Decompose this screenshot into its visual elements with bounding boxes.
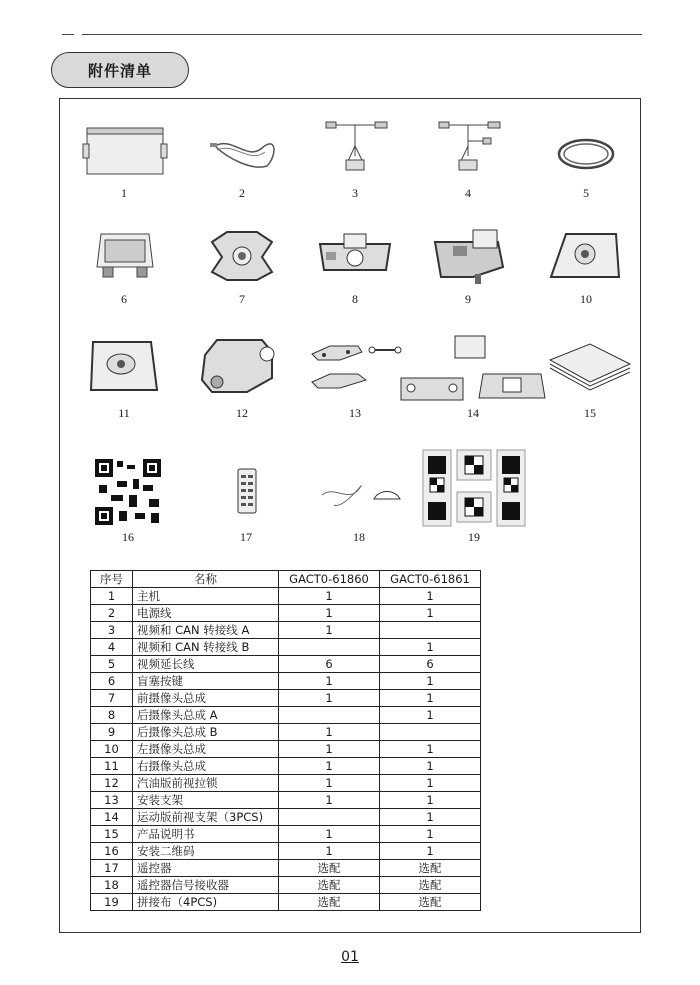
cell-index: 16: [91, 843, 133, 860]
cell-model-a: 1: [279, 741, 380, 758]
part-number: 4: [465, 186, 471, 200]
part-number: 15: [584, 406, 596, 420]
accessories-table: [90, 570, 481, 911]
cell-model-a: 1: [279, 792, 380, 809]
part-number: 3: [352, 186, 358, 200]
part-item-12: [187, 330, 297, 448]
cell-model-a: 选配: [279, 860, 380, 877]
part-item-5: [531, 116, 641, 234]
cell-index: 6: [91, 673, 133, 690]
cell-model-b: 1: [380, 826, 481, 843]
cell-index: 17: [91, 860, 133, 877]
part-item-11: [69, 330, 179, 448]
table-body: [91, 588, 481, 911]
part-number: 8: [352, 292, 358, 306]
table-row: [91, 860, 481, 877]
cell-model-b: 1: [380, 690, 481, 707]
cell-name: 电源线: [133, 605, 279, 622]
cell-model-a: 1: [279, 775, 380, 792]
cell-index: 9: [91, 724, 133, 741]
cell-model-b: 选配: [380, 894, 481, 911]
part-item-8: [300, 222, 410, 340]
part-number: 16: [122, 530, 134, 544]
cell-model-b: 1: [380, 758, 481, 775]
part-item-4: [413, 116, 523, 234]
cell-model-b: 1: [380, 605, 481, 622]
cell-model-a: 选配: [279, 894, 380, 911]
cell-model-a: 1: [279, 605, 380, 622]
qr-code-icon: [73, 455, 183, 527]
cell-name: 视频延长线: [133, 656, 279, 673]
cell-index: 18: [91, 877, 133, 894]
header-rule: [82, 34, 642, 35]
cell-model-b: 选配: [380, 860, 481, 877]
wiring-harness-b-icon: [413, 116, 523, 186]
cell-name: 汽油版前视拉锁: [133, 775, 279, 792]
table-row: [91, 809, 481, 826]
cell-model-a: 1: [279, 673, 380, 690]
cell-model-a: 1: [279, 826, 380, 843]
table-row: [91, 741, 481, 758]
table-row: [91, 877, 481, 894]
part-item-19: [417, 446, 531, 564]
cell-model-a: 6: [279, 656, 380, 673]
cell-name: 视频和 CAN 转接线 A: [133, 622, 279, 639]
part-item-17: [191, 455, 301, 573]
cell-model-b: [380, 724, 481, 741]
part-item-1: [69, 116, 179, 234]
blank-button-icon: [69, 222, 179, 292]
cell-name: 安装二维码: [133, 843, 279, 860]
cell-name: 运动版前视支架（3PCS): [133, 809, 279, 826]
part-item-18: [304, 455, 414, 573]
cell-name: 前摄像头总成: [133, 690, 279, 707]
ir-receiver-icon: [304, 455, 414, 527]
part-number: 10: [580, 292, 592, 306]
cell-name: 左摄像头总成: [133, 741, 279, 758]
cell-model-a: [279, 707, 380, 724]
header-dash: [62, 34, 74, 35]
cell-name: 主机: [133, 588, 279, 605]
part-item-6: [69, 222, 179, 340]
cell-index: 1: [91, 588, 133, 605]
cell-model-b: 1: [380, 792, 481, 809]
part-item-15: [540, 330, 650, 448]
section-title-badge: [51, 52, 189, 88]
front-camera-icon: [187, 222, 297, 292]
cell-name: 后摄像头总成 B: [133, 724, 279, 741]
table-row: [91, 724, 481, 741]
cell-name: 右摄像头总成: [133, 758, 279, 775]
part-item-16: [73, 455, 183, 573]
cell-index: 12: [91, 775, 133, 792]
cell-model-b: 1: [380, 809, 481, 826]
table-row: [91, 673, 481, 690]
part-item-2: [187, 116, 297, 234]
cell-model-a: 1: [279, 588, 380, 605]
table-row: [91, 843, 481, 860]
table-row: [91, 690, 481, 707]
left-camera-icon: [531, 222, 641, 292]
part-item-14: [393, 330, 553, 448]
col-header-model-b: GACT0-61861: [380, 571, 481, 588]
cell-model-a: 选配: [279, 877, 380, 894]
cell-index: 13: [91, 792, 133, 809]
part-number: 5: [583, 186, 589, 200]
table-row: [91, 894, 481, 911]
cell-model-b: 1: [380, 588, 481, 605]
part-number: 17: [240, 530, 252, 544]
cell-name: 安装支架: [133, 792, 279, 809]
part-item-7: [187, 222, 297, 340]
rear-camera-b-icon: [413, 222, 523, 292]
part-item-3: [300, 116, 410, 234]
cell-index: 14: [91, 809, 133, 826]
cell-index: 10: [91, 741, 133, 758]
cell-model-a: [279, 639, 380, 656]
part-number: 12: [236, 406, 248, 420]
section-title: 附件清单: [87, 61, 152, 80]
part-number: 19: [468, 530, 480, 544]
manual-icon: [540, 330, 640, 400]
cell-model-a: [279, 809, 380, 826]
rear-camera-a-icon: [300, 222, 410, 292]
cell-name: 拼接布（4PCS): [133, 894, 279, 911]
part-item-10: [531, 222, 641, 340]
part-item-9: [413, 222, 523, 340]
calibration-cloth-icon: [417, 446, 531, 530]
table-row: [91, 775, 481, 792]
cell-model-a: 1: [279, 622, 380, 639]
table-row: [91, 622, 481, 639]
table-row: [91, 588, 481, 605]
cell-model-b: 6: [380, 656, 481, 673]
cell-name: 视频和 CAN 转接线 B: [133, 639, 279, 656]
cell-name: 遥控器: [133, 860, 279, 877]
main-unit-icon: [69, 116, 179, 186]
cell-model-a: 1: [279, 724, 380, 741]
part-number: 7: [239, 292, 245, 306]
cell-index: 2: [91, 605, 133, 622]
part-number: 14: [467, 406, 479, 420]
front-camera-latch-icon: [187, 330, 297, 400]
cell-name: 产品说明书: [133, 826, 279, 843]
cell-index: 7: [91, 690, 133, 707]
part-number: 18: [353, 530, 365, 544]
extension-cable-icon: [531, 116, 641, 186]
table-row: [91, 656, 481, 673]
power-cable-icon: [187, 116, 297, 186]
table-row: [91, 605, 481, 622]
page-number: 01: [341, 949, 359, 965]
cell-index: 4: [91, 639, 133, 656]
table-row: [91, 826, 481, 843]
cell-index: 8: [91, 707, 133, 724]
part-number: 11: [118, 406, 130, 420]
col-header-index: 序号: [91, 571, 133, 588]
cell-model-b: 1: [380, 707, 481, 724]
remote-control-icon: [191, 455, 301, 527]
part-number: 2: [239, 186, 245, 200]
cell-index: 19: [91, 894, 133, 911]
part-number: 1: [121, 186, 127, 200]
cell-model-b: [380, 622, 481, 639]
cell-model-b: 1: [380, 673, 481, 690]
cell-model-b: 1: [380, 775, 481, 792]
cell-model-a: 1: [279, 690, 380, 707]
cell-index: 5: [91, 656, 133, 673]
cell-name: 后摄像头总成 A: [133, 707, 279, 724]
cell-name: 盲塞按键: [133, 673, 279, 690]
cell-model-b: 1: [380, 741, 481, 758]
table-row: [91, 707, 481, 724]
cell-model-b: 1: [380, 843, 481, 860]
col-header-name: 名称: [133, 571, 279, 588]
part-number: 6: [121, 292, 127, 306]
wiring-harness-a-icon: [300, 116, 410, 186]
right-camera-icon: [69, 330, 179, 400]
cell-name: 遥控器信号接收器: [133, 877, 279, 894]
cell-model-b: 选配: [380, 877, 481, 894]
cell-model-a: 1: [279, 843, 380, 860]
table-row: [91, 639, 481, 656]
col-header-model-a: GACT0-61860: [279, 571, 380, 588]
part-number: 9: [465, 292, 471, 306]
sport-front-bracket-icon: [393, 330, 553, 406]
cell-model-b: 1: [380, 639, 481, 656]
part-number: 13: [349, 406, 361, 420]
cell-index: 3: [91, 622, 133, 639]
cell-index: 11: [91, 758, 133, 775]
table-row: [91, 758, 481, 775]
cell-index: 15: [91, 826, 133, 843]
table-header-row: [91, 571, 481, 588]
table-row: [91, 792, 481, 809]
cell-model-a: 1: [279, 758, 380, 775]
